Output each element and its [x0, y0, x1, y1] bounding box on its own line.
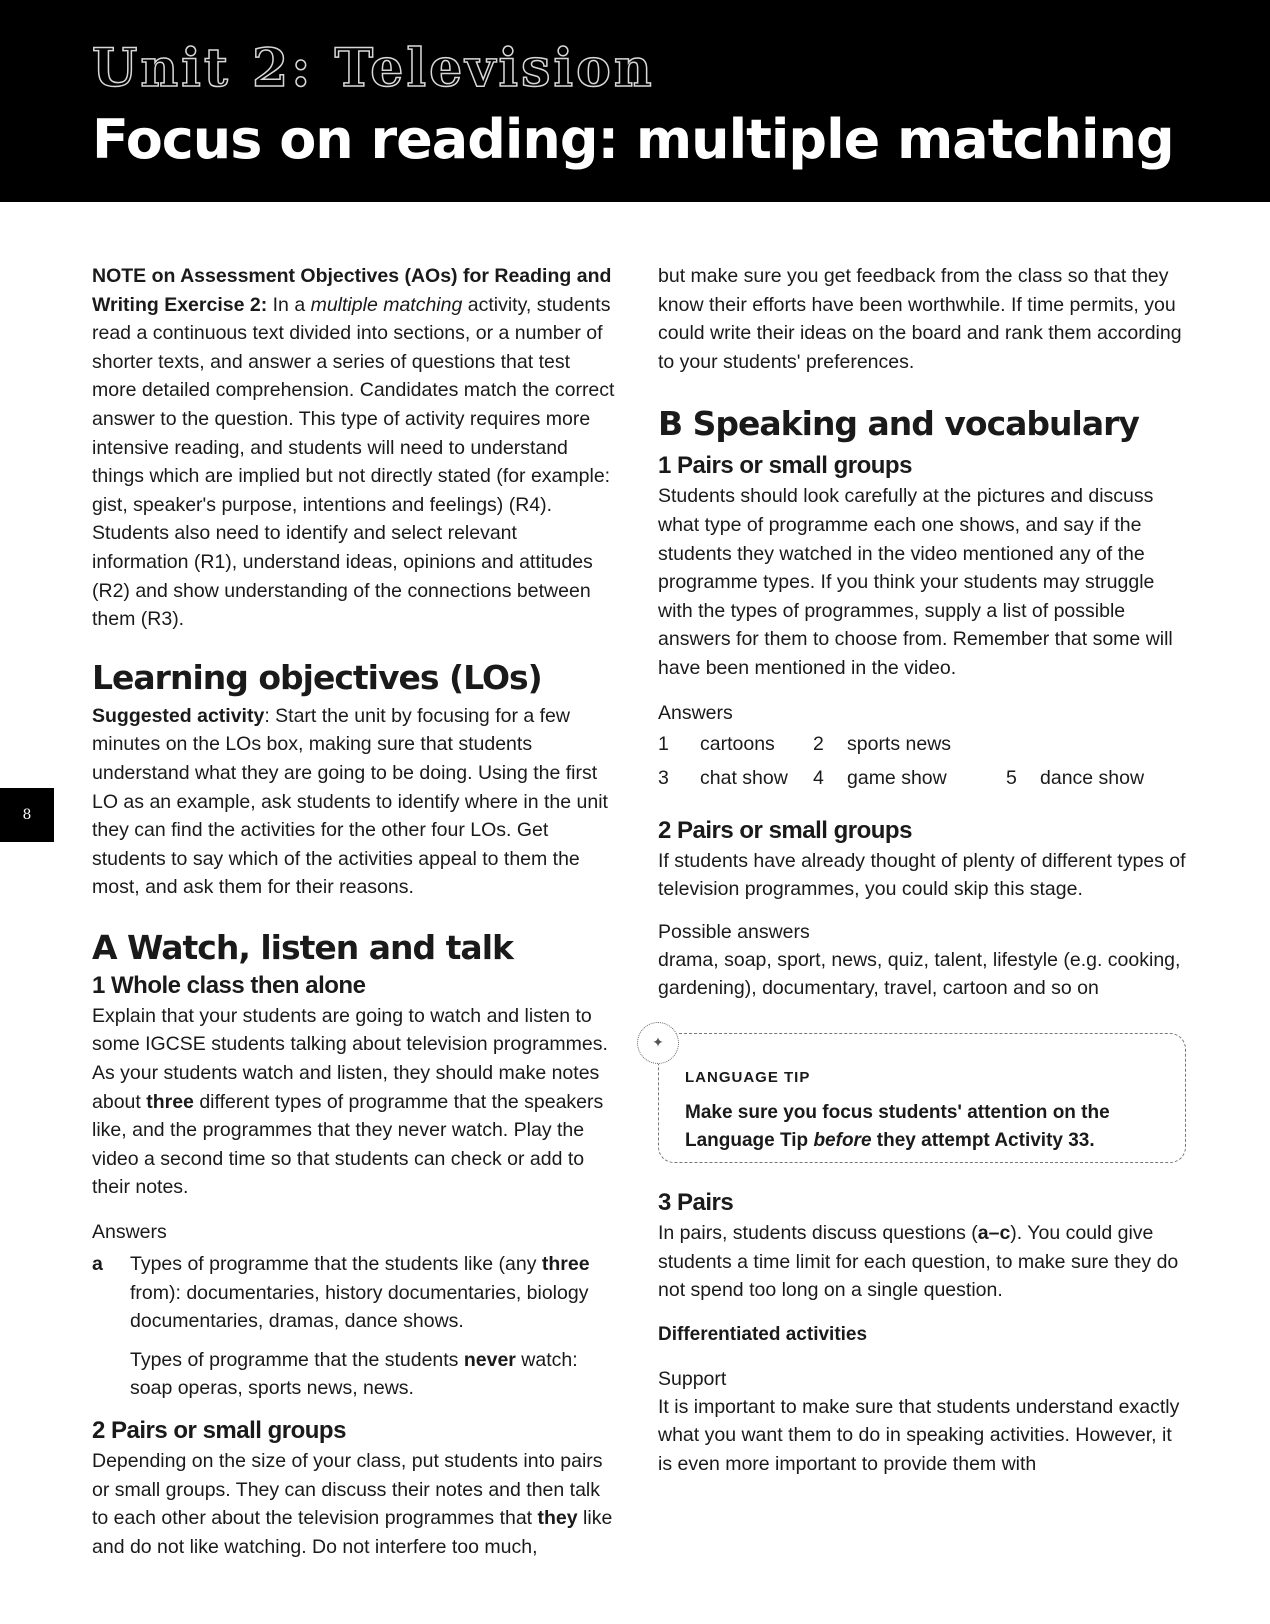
page-header: [0, 0, 1270, 202]
ao-note-text: In a: [267, 293, 311, 316]
a1-paragraph: [92, 1002, 617, 1202]
answer-a-part2: from): documentaries, history documentaries, biology documentaries, dramas, dance shows.: [130, 1281, 589, 1333]
ao-note-bold: NOTE on Assessment Objectives (AOs) for Reading and Writing Exercise 2:: [92, 265, 612, 316]
a2-heading: 2 Pairs or small groups: [92, 1417, 346, 1444]
ao-note: [92, 262, 617, 634]
support-paragraph: It is important to make sure that students understand exactly what you want them to do in speaking activities. However, it is even more important to provide them with: [658, 1395, 1180, 1475]
lo-paragraph: [92, 702, 617, 902]
section-a-heading: A Watch, listen and talk: [92, 927, 513, 967]
section-b-heading: B Speaking and vocabulary: [658, 404, 1139, 444]
answer-number: 1: [658, 732, 669, 755]
answer-number: 5: [1006, 766, 1017, 789]
answer-text: dance show: [1040, 766, 1145, 789]
differentiated-heading: Differentiated activities: [658, 1323, 868, 1345]
page-title: Focus on reading: multiple matching: [92, 108, 1174, 171]
page-number-tab: [0, 788, 54, 842]
b2-paragraph: If students have already thought of plenty of different types of television programmes, you could skip this stage.: [658, 849, 1186, 901]
a1-heading: 1 Whole class then alone: [92, 971, 366, 999]
answer-number: 2: [813, 732, 824, 755]
possible-answers-label: Possible answers: [658, 920, 810, 943]
answer-a-part1: Types of programme that the students like (any: [130, 1253, 542, 1276]
answer-a-text: [130, 1250, 617, 1336]
unit-title: Unit 2: Television: [92, 38, 655, 99]
answer-text: game show: [847, 766, 947, 789]
a2-text: Depending on the size of your class, put students into pairs or small groups. They can discuss their notes and then talk to each other about the television programmes that: [92, 1450, 603, 1530]
answer-row: [658, 727, 1188, 761]
support-heading: Support: [658, 1367, 727, 1390]
b3-paragraph: [658, 1219, 1188, 1305]
answer-a-2: [92, 1346, 617, 1403]
page-number: 8: [22, 807, 32, 823]
a2-bold: they: [537, 1507, 578, 1530]
b3-bold: a–c: [977, 1221, 1011, 1244]
lo-heading: Learning objectives (LOs): [92, 657, 542, 697]
b3-part1: In pairs, students discuss questions (: [658, 1221, 978, 1244]
language-tip-box: [652, 1033, 1186, 1163]
answer-number: 4: [813, 766, 824, 789]
answer-a-bold: three: [541, 1253, 590, 1276]
answers-label-b: Answers: [658, 701, 733, 724]
a1-bold: three: [146, 1090, 194, 1113]
answer-row: [658, 761, 1188, 795]
a1-text-2: different types of programme that the speakers like, and the programmes that they never watch. Play the video a second time so that students can check or add to their notes.: [92, 1090, 604, 1199]
answer-a2-part1: Types of programme that the students: [130, 1348, 464, 1371]
left-column: [92, 262, 617, 1561]
b1-answers: [658, 727, 1188, 795]
a2-text-2: like and do not like watching. Do not interfere too much,: [92, 1507, 613, 1558]
answer-text: sports news: [847, 732, 952, 755]
b1-heading: 1 Pairs or small groups: [658, 452, 912, 480]
answer-a2-text: [130, 1346, 617, 1403]
answer-text: cartoons: [700, 732, 775, 755]
ao-note-text-2: activity, students read a continuous text divided into sections, or a number of shorter texts, and answer a series of questions that test more detailed comprehension. Candidates match the correct answer to the question. This type of activity requires more intensive reading, and students will need to understand things which are implied but not directly stated (for example: gist, speaker's purpose, intentions and feelings) (R4). Students also need to identify and select relevant information (R1), understand ideas, opinions and attitudes (R2) and show understanding of the connections between them (R3).: [92, 293, 615, 631]
b2-heading: 2 Pairs or small groups: [658, 816, 912, 844]
right-column: [652, 262, 1188, 1478]
tip-part2: they attempt Activity 33.: [871, 1129, 1095, 1151]
b3-part2: ). You could give students a time limit for each question, to make sure they do not spend too long on a single question.: [658, 1221, 1179, 1302]
lo-text: : Start the unit by focusing for a few minutes on the LOs box, making sure that students understand what they are going to be doing. Using the first LO as an example, ask students to identify where in the unit they can find the activities for the other four LOs. Get students to say which of the activities appeal to them the most, and ask them for their reasons.: [92, 704, 608, 899]
language-tip-heading: LANGUAGE TIP: [685, 1068, 811, 1086]
lo-bold: Suggested activity: [92, 704, 265, 727]
a2-paragraph: [92, 1447, 617, 1561]
continued-paragraph: but make sure you get feedback from the class so that they know their efforts have been worthwhile. If time permits, you could write their ideas on the board and rank them according to your students' preferences.: [658, 265, 1182, 373]
answer-number: 3: [658, 766, 669, 789]
answer-a2-bold: never: [463, 1348, 516, 1371]
answer-a: [92, 1250, 617, 1336]
lightbulb-icon: ✦: [637, 1022, 679, 1064]
b3-heading: 3 Pairs: [658, 1188, 734, 1216]
b1-paragraph: Students should look carefully at the pictures and discuss what type of programme each one shows, and say if the students they watched in the video mentioned any of the programme types. If you think your students may struggle with the types of programmes, supply a list of possible answers for them to choose from. Remember that some will have been mentioned in the video.: [658, 485, 1173, 679]
ao-note-italic: multiple matching: [310, 293, 463, 316]
a1-text: Explain that your students are going to watch and listen to some IGCSE students talking about television programmes. As your students watch and listen, they should make notes about: [92, 1004, 608, 1113]
answer-letter: a: [92, 1253, 103, 1276]
tip-italic: before: [813, 1129, 872, 1151]
answer-a2-part2: watch: soap operas, sports news, news.: [130, 1348, 578, 1400]
language-tip-text: [685, 1099, 1161, 1155]
possible-answers-text: drama, soap, sport, news, quiz, talent, lifestyle (e.g. cooking, gardening), documentary, travel, cartoon and so on: [658, 948, 1181, 1000]
tip-part1: Make sure you focus students' attention on the Language Tip: [685, 1101, 1110, 1151]
answers-label-a: Answers: [92, 1221, 167, 1244]
answer-text: chat show: [700, 766, 788, 789]
